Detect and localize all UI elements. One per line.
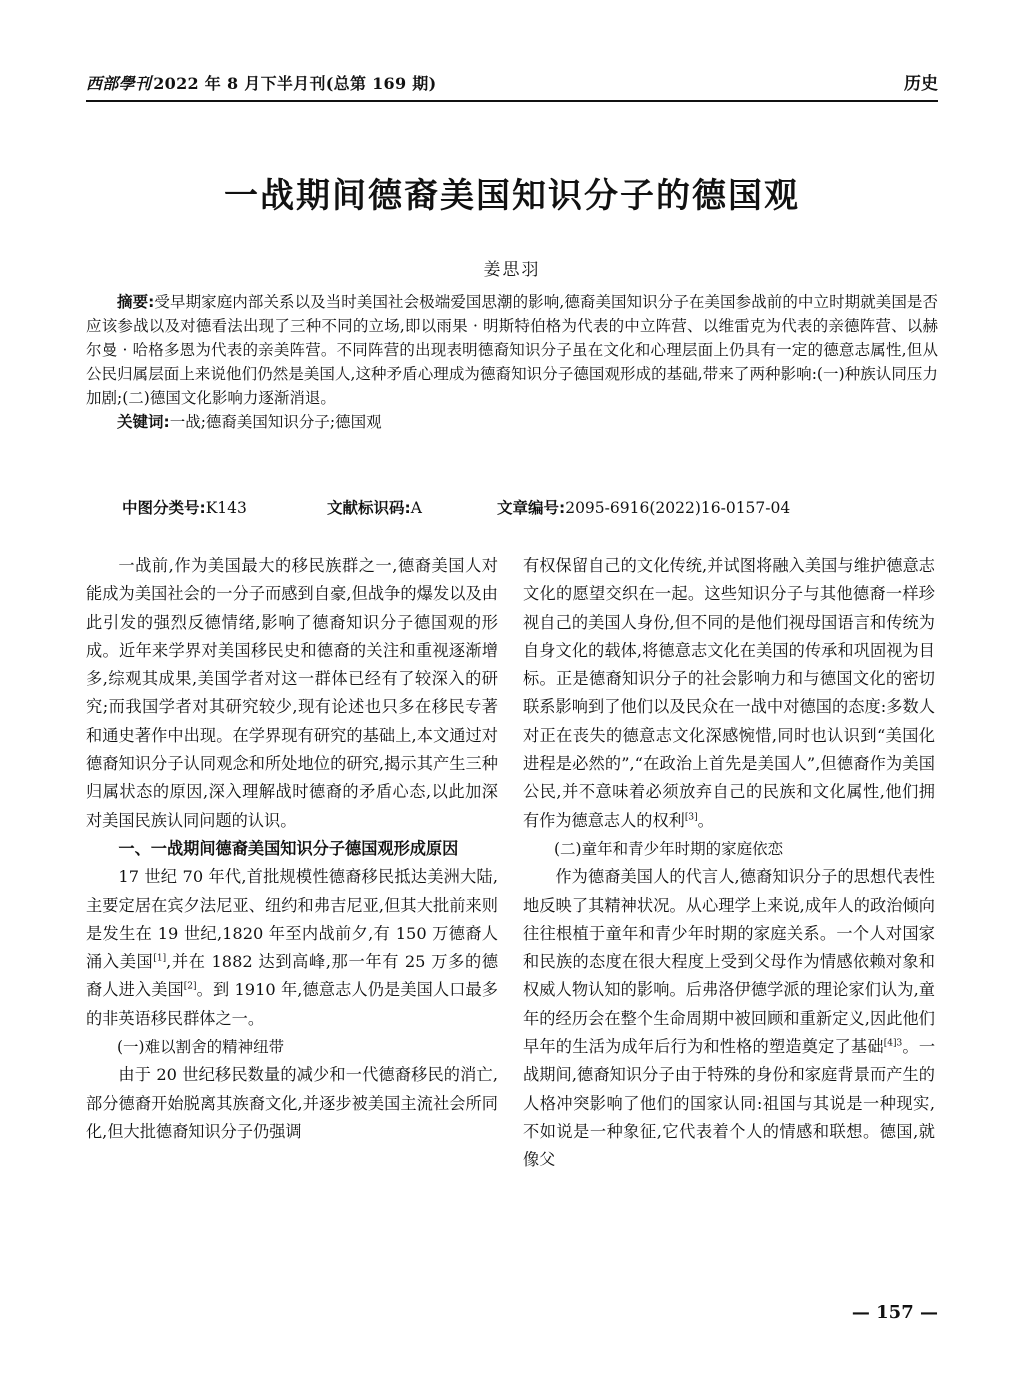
doc-value: A	[410, 499, 422, 517]
article-no-value: 2095-6916(2022)16-0157-04	[565, 499, 791, 517]
keywords-text: 一战;德裔美国知识分子;德国观	[169, 413, 382, 431]
article-title: 一战期间德裔美国知识分子的德国观	[224, 176, 800, 216]
running-header	[86, 70, 938, 102]
citation-ref: [2]	[183, 982, 197, 993]
abstract-text: 受早期家庭内部关系以及当时美国社会极端爱国思潮的影响,德裔美国知识分子在美国参战前的中立时期就美国是否应该参战以及对德看法出现了三种不同的立场,即以雨果 · 明斯特伯格为代表的中立阵营、以维雷克为代表的亲德阵营、以赫尔曼 · 哈格多恩为代表的亲美阵营。不同阵营的出现表明德裔知识分子虽在文化和心理层面上仍具有一定的德意志属性,但从公民归属层面上来说他们仍然是美国人,这种矛盾心理成为德裔知识分子德国观形成的基础,带来了两种影响:(一)种族认同压力加剧;(二)德国文化影响力逐渐消退。	[86, 293, 939, 407]
classification-line	[122, 496, 938, 520]
body-paragraph: 17 世纪 70 年代,首批规模性德裔移民抵达美洲大陆,主要定居在宾夕法尼亚、纽约和弗吉尼亚,但其大批前来则是发生在 19 世纪,1820 年至内战前夕,有 150 万德裔人涌入美国[1],并在 1882 达到高峰,那一年有 25 万多的德裔人进入美国[2]。到 1910 年,德意志人仍是美国人口最多的非英语移民群体之一。	[86, 867, 499, 1028]
article-no-label: 文章编号:	[497, 499, 566, 517]
keywords-label: 关键词:	[117, 413, 170, 431]
section-heading: 一、一战期间德裔美国知识分子德国观形成原因	[118, 838, 459, 858]
issue-info: 2022 年 8 月下半月刊(总第 169 期)	[153, 74, 437, 93]
body-column-right	[523, 552, 935, 1175]
citation-ref: [3]	[684, 812, 698, 823]
page-number: — 157 —	[851, 1302, 938, 1323]
body-column-left	[86, 552, 498, 1146]
body-paragraph: 有权保留自己的文化传统,并试图将融入美国与维护德意志文化的愿望交织在一起。这些知识分子与其他德裔一样珍视自己的美国人身份,但不同的是他们视母国语言和传统为自身文化的载体,将德意志文化在美国的传承和巩固视为目标。正是德裔知识分子的社会影响力和与德国文化的密切联系影响到了他们以及民众在一战中对德国的态度:多数人对正在丧失的德意志文化深感惋惜,同时也认识到“美国化进程是必然的”,“在政治上首先是美国人”,但德裔作为美国公民,并不意味着必须放弃自己的民族和文化属性,他们拥有作为德意志人的权利[3]。	[523, 556, 935, 830]
journal-issue-line	[86, 71, 436, 94]
body-paragraph: 一战前,作为美国最大的移民族群之一,德裔美国人对能成为美国社会的一分子而感到自豪,但战争的爆发以及由此引发的强烈反德情绪,影响了德裔知识分子德国观的形成。近年来学界对美国移民史和德裔的关注和重视逐渐增多,综观其成果,美国学者对这一群体已经有了较深入的研究;而我国学者对其研究较少,现有论述也只多在移民专著和通史著作中出现。在学界现有研究的基础上,本文通过对德裔知识分子认同观念和所处地位的研究,揭示其产生三种归属状态的原因,深入理解战时德裔的矛盾心态,以此加深对美国民族认同问题的认识。	[86, 556, 498, 830]
clc-label: 中图分类号:	[122, 499, 206, 517]
abstract-paragraph	[86, 290, 938, 410]
doc-cell	[327, 496, 497, 520]
article-author: 姜思羽	[483, 260, 541, 280]
citation-ref: [1]	[153, 953, 167, 964]
journal-logo: 西部學刊	[86, 74, 152, 93]
subsection-heading: (二)童年和青少年时期的家庭依恋	[554, 839, 784, 858]
article-no-cell	[497, 496, 790, 520]
body-paragraph: 由于 20 世纪移民数量的减少和一代德裔移民的消亡,部分德裔开始脱离其族裔文化,并逐步被美国主流社会所同化,但大批德裔知识分子仍强调	[86, 1065, 498, 1141]
abstract-block	[86, 290, 938, 434]
abstract-label: 摘要:	[117, 293, 155, 311]
citation-ref: [4]3	[883, 1038, 903, 1049]
clc-cell	[122, 496, 327, 520]
clc-value: K143	[205, 499, 247, 517]
section-label: 历史	[904, 74, 938, 94]
body-paragraph: 作为德裔美国人的代言人,德裔知识分子的思想代表性地反映了其精神状况。从心理学上来说,成年人的政治倾向往往根植于童年和青少年时期的家庭关系。一个人对国家和民族的态度在很大程度上受到父母作为情感依赖对象和权威人物认知的影响。后弗洛伊德学派的理论家们认为,童年的经历会在整个生命周期中被回顾和重新定义,因此他们早年的生活为成年后行为和性格的塑造奠定了基础$^{[4]3}$。一战期间,德裔知识分子由于特殊的身份和家庭背景而产生的人格冲突影响了他们的国家认同:祖国与其说是一种现实,不如说是一种象征,它代表着个人的情感和联想。德国,就像父	[523, 867, 936, 1170]
doc-label: 文献标识码:	[327, 499, 411, 517]
subsection-heading: (一)难以割舍的精神纽带	[117, 1038, 285, 1057]
keywords-line	[86, 410, 938, 434]
